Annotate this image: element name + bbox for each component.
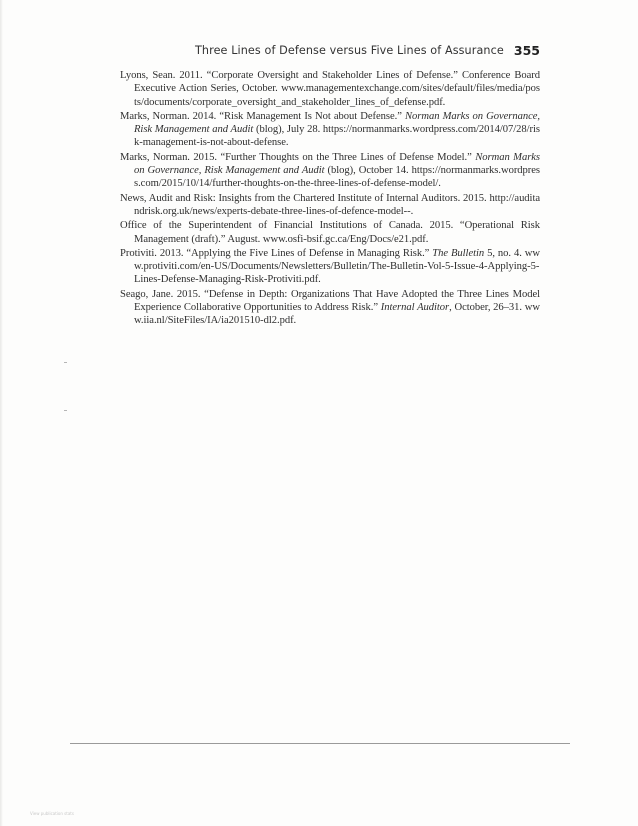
reference-entry: [120, 192, 540, 219]
running-head: [120, 43, 540, 61]
reference-entry: [120, 151, 540, 191]
reference-entry: [120, 219, 540, 246]
reference-url[interactable]: https://normanmarks.wordpress.com/2015/10/14/further-thoughts-on-the-three-lines-of-defense-model/.: [134, 165, 540, 190]
reference-text: Lyons, Sean. 2011. “Corporate Oversight and Stakeholder Lines of Defense.” Conference Board Executive Action Series, October.: [120, 70, 540, 95]
running-title: Three Lines of Defense versus Five Lines of Assurance: [195, 44, 504, 57]
reference-source: Internal Auditor: [380, 302, 450, 314]
reference-url[interactable]: www.osfi-bsif.gc.ca/Eng/Docs/e21.pdf.: [262, 233, 429, 245]
reference-source: The Bulletin: [432, 247, 485, 259]
footer-note[interactable]: View publication stats: [30, 811, 74, 816]
reference-details: , October, 26–31.: [449, 302, 525, 314]
reference-entry: [120, 288, 540, 328]
page-number: 355: [513, 43, 540, 58]
reference-text: News, Audit and Risk: Insights from the Chartered Institute of Internal Auditors. 2015.: [120, 192, 490, 204]
reference-url[interactable]: https://normanmarks.wordpress.com/2014/07/28/risk-management-is-not-about-defense.: [134, 124, 540, 149]
reference-entry: [120, 110, 540, 150]
reference-details: (blog), July 28.: [253, 124, 323, 136]
reference-text: Office of the Superintendent of Financial Institutions of Canada. 2015. “Operational Risk Management (draft).” August.: [120, 220, 540, 245]
reference-url[interactable]: http://auditandrisk.org.uk/news/experts-debate-three-lines-of-defence-model--.: [134, 192, 540, 217]
page-edge: [0, 0, 3, 826]
reference-text: Protiviti. 2013. “Applying the Five Lines of Defense in Managing Risk.”: [120, 247, 433, 259]
reference-text: Seago, Jane. 2015. “Defense in Depth: Organizations That Have Adopted the Three Lines Model Experience Collaborative Opportunities to Address Risk.”: [120, 288, 540, 314]
reference-list: [120, 69, 540, 328]
reference-url[interactable]: www.managementexchange.com/sites/default/files/media/posts/documents/corporate_oversight_and_stakeholder_lines_of_defense.pdf.: [134, 83, 540, 108]
reference-text: Marks, Norman. 2014. “Risk Management Is Not about Defense.”: [120, 110, 406, 122]
bottom-rule: [70, 743, 570, 744]
reference-source: Norman Marks on Governance, Risk Management and Audit: [134, 151, 540, 177]
reference-details: 5, no. 4.: [484, 247, 525, 259]
reference-text: Marks, Norman. 2015. “Further Thoughts on the Three Lines of Defense Model.”: [120, 151, 476, 163]
reference-url[interactable]: www.iia.nl/SiteFiles/IA/ia201510-dl2.pdf.: [134, 302, 540, 327]
scan-margin-mark: [64, 410, 67, 411]
reference-source: Norman Marks on Governance, Risk Management and Audit: [134, 110, 540, 136]
reference-url[interactable]: www.protiviti.com/en-US/Documents/Newsletters/Bulletin/The-Bulletin-Vol-5-Issue-4-Applying-5-Lines-Defense-Managing-Risk-Protiviti.pdf.: [134, 247, 540, 286]
reference-entry: [120, 69, 540, 109]
reference-entry: [120, 247, 540, 287]
reference-details: (blog), October 14.: [324, 165, 412, 177]
scan-margin-mark: [64, 362, 67, 363]
